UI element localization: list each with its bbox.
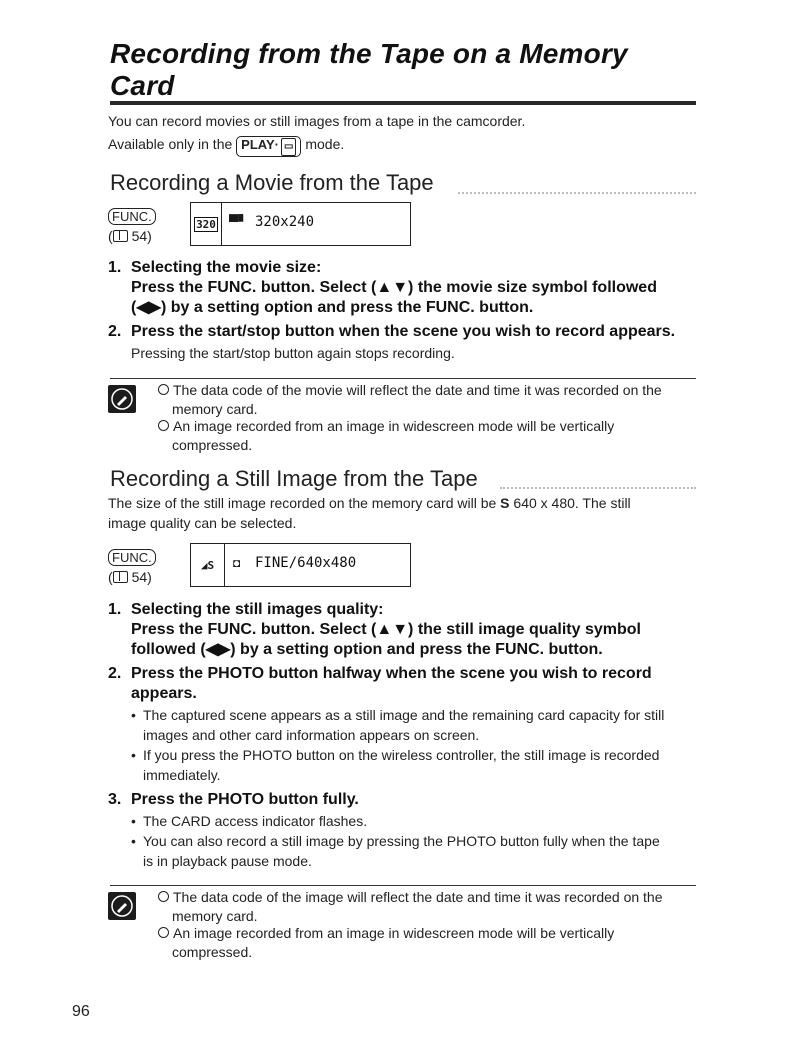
still-note-2-line-1: An image recorded from an image in widescreen mode will be vertically [173,925,615,941]
still-step-1-number: 1. [108,601,122,618]
movie-func-badge [108,208,156,226]
still-step-3-line-1: Press the PHOTO button fully. [131,791,359,808]
movie-step-1-line-2: Press the FUNC. button. Select (▲▼) the movie size symbol followed [131,279,657,296]
title-rule [110,101,696,105]
still-note-2 [158,924,614,942]
ref-page-number: 54 [131,228,148,244]
movie-step-2-number: 2. [108,323,122,340]
still-quality-value: FINE/640x480 [255,555,357,571]
movie-step-1-number: 1. [108,259,122,276]
play-mode-badge: PLAY· ▭ [236,136,301,157]
movie-camera-icon: ▀▘ [229,214,249,229]
movie-note-2-line-1: An image recorded from an image in widescreen mode will be vertically [173,418,615,434]
still-quality-screen [190,543,411,587]
still-step-2-bullet-1: • The captured scene appears as a still image and the remaining card capacity for still [143,705,664,725]
book-icon [113,230,128,242]
ring-bullet-icon [158,420,169,431]
still-desc-s: S [500,495,510,511]
still-step-1-line-2: Press the FUNC. button. Select (▲▼) the still image quality symbol [131,621,641,638]
movie-step-2-line-1: Press the start/stop button when the scene you wish to record appears. [131,323,676,340]
still-step-2-line-2: appears. [131,685,197,702]
ring-bullet-icon [158,891,169,902]
note-pencil-icon [108,892,136,920]
still-step-3-number: 3. [108,791,122,808]
ref-page-number: 54 [131,569,148,585]
still-notes-rule [110,885,696,886]
still-step-2-number: 2. [108,665,122,682]
movie-note-1-line-1: The data code of the movie will reflect the date and time it was recorded on the [173,382,662,398]
still-step-3-bullet-1: • The CARD access indicator flashes. [143,811,367,831]
still-note-1-cont: memory card. [172,908,258,924]
ring-bullet-icon [158,927,169,938]
camera-icon: ◘ [233,556,241,570]
still-step-3-bullet-2: • You can also record a still image by pressing the PHOTO button fully when the tape [143,831,660,851]
movie-note-2 [158,417,614,435]
still-heading-dots [500,487,696,489]
still-quality-icon [191,544,225,586]
intro-line-1: You can record movies or still images from a tape in the camcorder. [108,113,526,129]
still-desc-c: 640 x 480. The still [513,495,631,511]
intro-line-2 [108,135,344,157]
still-note-1 [158,888,663,906]
still-note-1-line-1: The data code of the image will reflect the date and time it was recorded on the [173,889,663,905]
page-number: 96 [72,1003,90,1020]
size-icon-label: 320 [196,217,216,231]
still-step-1-line-1: Selecting the still images quality: [131,601,384,618]
movie-page-ref: ( 54) [108,228,152,244]
movie-heading-dots [458,192,696,194]
title-line-1: Recording from the Tape on a Memory [110,38,628,69]
func-label: FUNC. [108,549,156,566]
still-desc-line-1 [108,493,631,513]
func-label: FUNC. [108,208,156,225]
ring-bullet-icon [158,384,169,395]
movie-step-1-line-3: (◀▶) by a setting option and press the FUNC. button. [131,299,534,316]
still-step-2-bullet-1-cont: images and other card information appears on screen. [143,727,480,743]
still-desc-line-2: image quality can be selected. [108,515,297,531]
quality-icon-label: S [207,558,215,572]
movie-size-icon [191,203,222,245]
movie-step-1-line-1: Selecting the movie size: [131,259,322,276]
intro-suffix: mode. [305,136,345,152]
still-step-2-line-1: Press the PHOTO button halfway when the scene you wish to record [131,665,652,682]
movie-step-2-body: Pressing the start/stop button again stops recording. [131,345,455,361]
still-step-2-bullet-2-cont: immediately. [143,767,221,783]
still-step-2-bullet-2: • If you press the PHOTO button on the wireless controller, the still image is recorded [143,745,659,765]
still-page-ref: ( 54) [108,569,152,585]
movie-note-2-cont: compressed. [172,437,253,453]
tape-icon: ▭ [281,138,296,156]
title-line-2: Card [110,70,175,101]
still-desc-a: The size of the still image recorded on the memory card will be [108,495,497,511]
still-step-1-line-3: followed (◀▶) by a setting option and press the FUNC. button. [131,641,603,658]
book-icon [113,571,128,583]
movie-section-heading: Recording a Movie from the Tape [110,170,434,195]
still-note-2-cont: compressed. [172,944,253,960]
play-mode-label: PLAY [241,137,275,152]
movie-note-1-cont: memory card. [172,401,258,417]
movie-note-1 [158,381,662,399]
movie-size-value: 320x240 [255,214,315,230]
movie-notes-rule [110,378,696,379]
quality-mark-icon: ◢ [200,558,208,572]
still-section-heading: Recording a Still Image from the Tape [110,466,478,491]
still-step-3-bullet-2-cont: is in playback pause mode. [143,853,312,869]
page-title [110,38,730,102]
still-func-badge [108,549,156,567]
note-pencil-icon [108,385,136,413]
intro-prefix: Available only in the [108,136,233,152]
movie-size-screen [190,202,411,246]
